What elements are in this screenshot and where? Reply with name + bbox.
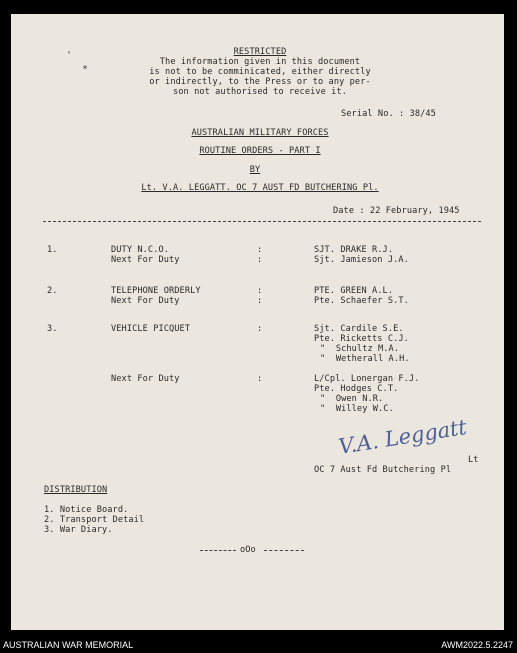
notice-line: is not to be comminicated, either directly: [149, 67, 371, 77]
order-number: 2.: [47, 286, 58, 296]
assigned-name: Sjt. Jamieson J.A.: [314, 255, 409, 265]
assigned-name: " Wetherall A.H.: [320, 354, 410, 364]
colon-separator: :: [257, 286, 263, 296]
title-orders: ROUTINE ORDERS - PART I: [199, 146, 321, 156]
order-number: 3.: [47, 324, 58, 334]
signatory-unit: OC 7 Aust Fd Butchering Pl: [314, 465, 452, 475]
restricted-heading: RESTRICTED: [233, 47, 287, 57]
colon-separator: :: [257, 296, 263, 306]
separator-rule: [43, 221, 481, 222]
handwritten-signature: V.A. Leggatt: [336, 415, 469, 459]
assigned-name: SJT. DRAKE R.J.: [314, 245, 394, 255]
assigned-name: " Owen N.R.: [320, 394, 384, 404]
colon-separator: :: [257, 245, 263, 255]
assigned-name: " Schultz M.A.: [320, 344, 400, 354]
colon-separator: :: [257, 255, 263, 265]
assigned-name: " Willey W.C.: [320, 404, 394, 414]
notice-line: son not authorised to receive it.: [172, 87, 348, 97]
assigned-name: L/Cpl. Lonergan F.J.: [314, 374, 420, 384]
next-for-duty-label: Next For Duty: [111, 374, 180, 384]
signatory-rank: Lt: [468, 455, 479, 465]
end-mark: oOo: [240, 545, 256, 555]
next-for-duty-label: Next For Duty: [111, 255, 180, 265]
title-officer: Lt. V.A. LEGGATT. OC 7 AUST FD BUTCHERING Pl.: [141, 183, 379, 193]
order-number: 1.: [47, 245, 58, 255]
duty-title: DUTY N.C.O.: [111, 245, 170, 255]
archive-credit: AUSTRALIAN WAR MEMORIAL: [3, 640, 134, 650]
colon-separator: :: [257, 374, 263, 384]
distribution-item: 2. Transport Detail: [44, 515, 145, 525]
colon-separator: :: [257, 324, 263, 334]
assigned-name: Pte. Ricketts C.J.: [314, 334, 409, 344]
next-for-duty-label: Next For Duty: [111, 296, 180, 306]
notice-line: or indirectly, to the Press or to any per-: [149, 77, 371, 87]
punch-mark: *: [82, 64, 89, 75]
title-by: BY: [249, 165, 261, 175]
assigned-name: Pte. Hodges C.T.: [314, 384, 399, 394]
end-rule-right: [264, 550, 304, 551]
distribution-heading: DISTRIBUTION: [44, 485, 108, 495]
order-date: Date : 22 February, 1945: [333, 206, 460, 216]
distribution-item: 1. Notice Board.: [44, 505, 129, 515]
duty-title: VEHICLE PICQUET: [111, 324, 191, 334]
distribution-item: 3. War Diary.: [44, 525, 113, 535]
notice-line: The information given in this document: [159, 57, 361, 67]
assigned-name: Sjt. Cardile S.E.: [314, 324, 404, 334]
assigned-name: Pte. Schaefer S.T.: [314, 296, 409, 306]
assigned-name: PTE. GREEN A.L.: [314, 286, 394, 296]
title-forces: AUSTRALIAN MILITARY FORCES: [191, 128, 329, 138]
end-rule-left: [200, 550, 236, 551]
serial-number: Serial No. : 38/45: [341, 109, 436, 119]
archive-reference: AWM2022.5.2247: [441, 640, 513, 650]
duty-title: TELEPHONE ORDERLY: [111, 286, 201, 296]
document-page: [11, 14, 504, 630]
punch-mark: ': [66, 50, 73, 61]
